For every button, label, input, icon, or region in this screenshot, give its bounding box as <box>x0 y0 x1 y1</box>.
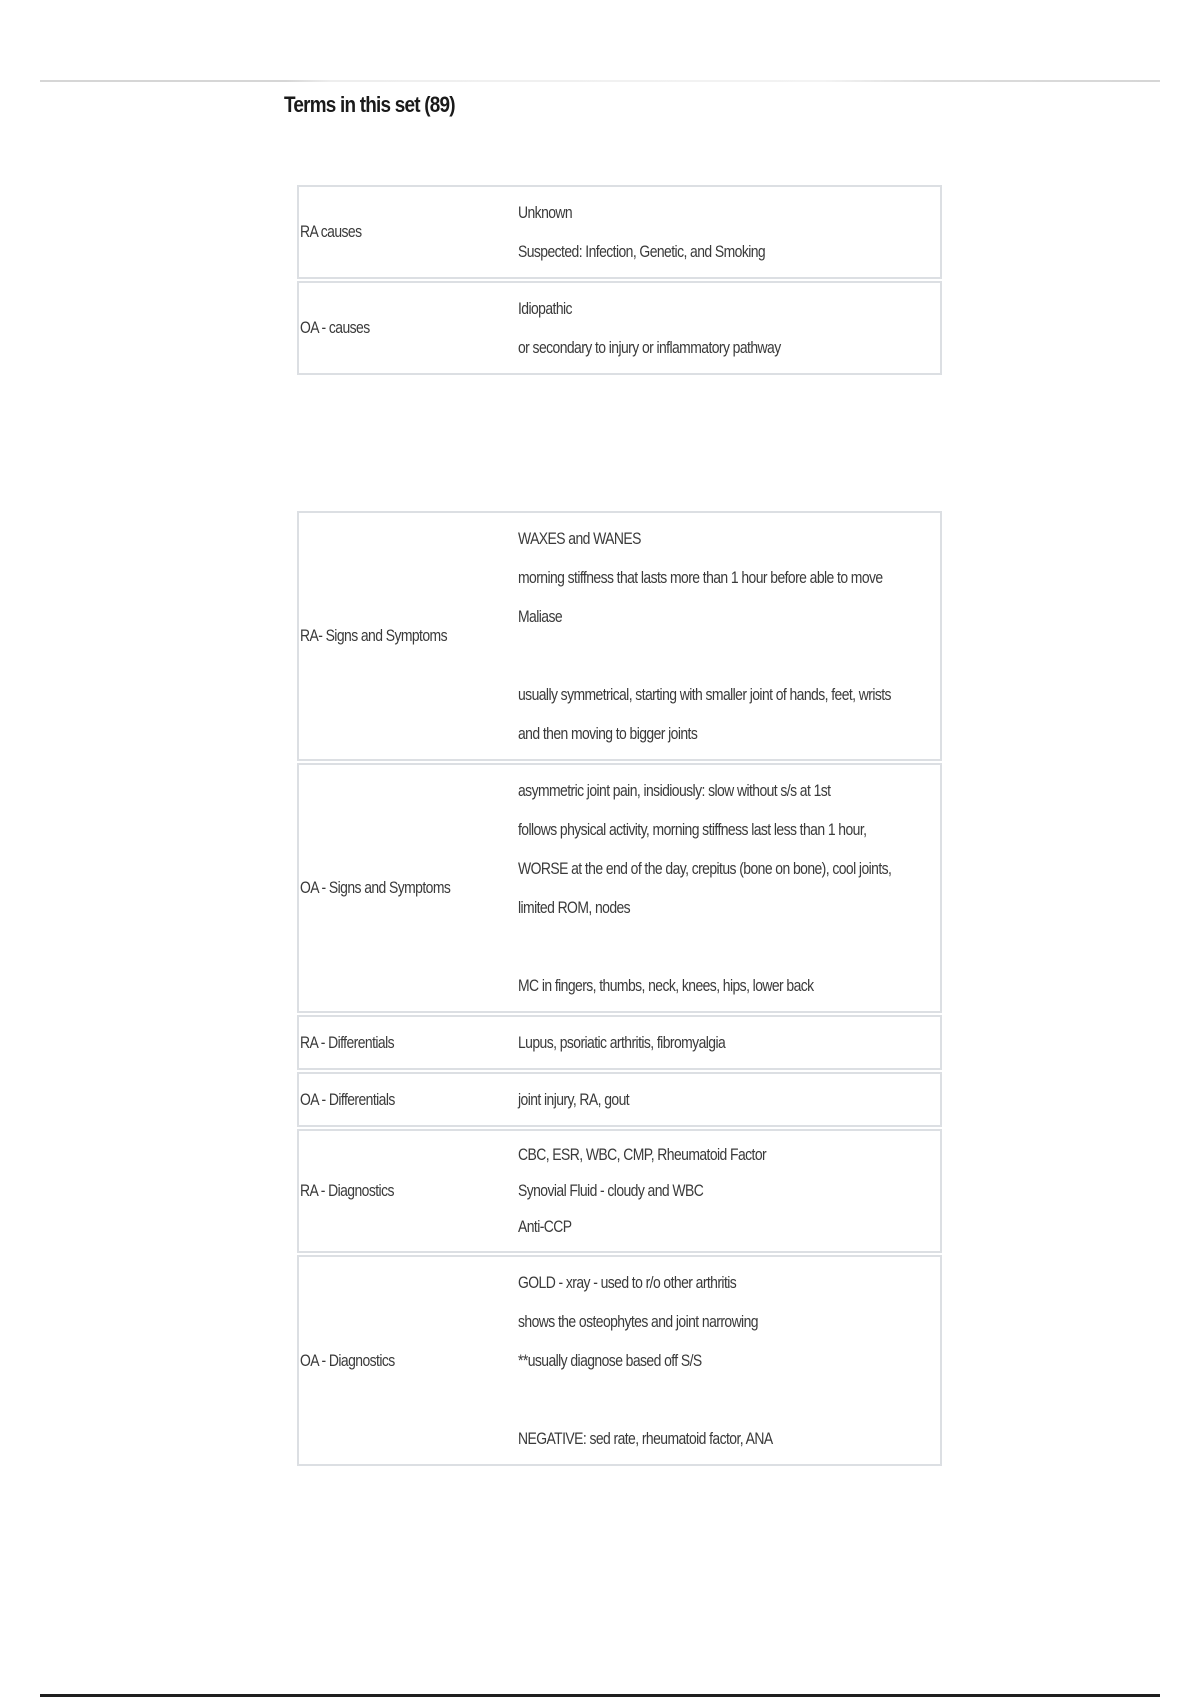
term-cell <box>299 1074 518 1125</box>
term-cell <box>299 765 518 1011</box>
definition-line: WORSE at the end of the day, crepitus (bone on bone), cool joints, <box>518 859 892 878</box>
definition-line: joint injury, RA, gout <box>518 1090 630 1109</box>
definition-line: Synovial Fluid - cloudy and WBC <box>518 1181 704 1200</box>
definition-line: GOLD - xray - used to r/o other arthritis <box>518 1273 737 1292</box>
definition-line: Suspected: Infection, Genetic, and Smoking <box>518 242 766 261</box>
definition-line: or secondary to injury or inflammatory pathway <box>518 338 781 357</box>
definition-cell <box>518 513 983 759</box>
definition-line: CBC, ESR, WBC, CMP, Rheumatoid Factor <box>518 1145 767 1164</box>
definition-line: **usually diagnose based off S/S <box>518 1351 702 1370</box>
term-card[interactable] <box>297 763 942 1013</box>
definition-line: shows the osteophytes and joint narrowing <box>518 1312 758 1331</box>
term-text: RA - Diagnostics <box>300 1181 394 1200</box>
card-group <box>297 185 942 377</box>
term-card[interactable] <box>297 1015 942 1070</box>
definition-cell <box>518 1074 940 1125</box>
definition-cell <box>518 765 983 1011</box>
definition-line <box>518 927 891 966</box>
definition-cell <box>518 1017 940 1068</box>
definition-line: and then moving to bigger joints <box>518 724 698 743</box>
set-heading: Terms in this set (89) <box>284 92 455 117</box>
definition-line <box>518 1380 856 1419</box>
term-text: OA - causes <box>300 318 370 337</box>
definition-line: NEGATIVE: sed rate, rheumatoid factor, ANA <box>518 1429 773 1448</box>
term-cell <box>299 187 518 277</box>
term-text: OA - Differentials <box>300 1089 395 1109</box>
term-text: RA - Differentials <box>300 1032 395 1052</box>
term-cell <box>299 1017 518 1068</box>
term-text: RA causes <box>300 222 362 241</box>
term-cell <box>299 1257 518 1464</box>
definition-line: Maliase <box>518 607 563 626</box>
term-cell <box>299 283 518 373</box>
definition-cell <box>518 187 940 277</box>
definition-line: morning stiffness that lasts more than 1 hour before able to move <box>518 568 883 587</box>
term-text: OA - Diagnostics <box>300 1350 395 1370</box>
bottom-divider <box>40 1694 1160 1697</box>
definition-cell <box>518 1257 940 1464</box>
definition-cell <box>518 283 940 373</box>
term-text: OA - Signs and Symptoms <box>300 878 451 897</box>
term-card[interactable] <box>297 1072 942 1127</box>
definition-line: usually symmetrical, starting with smaller joint of hands, feet, wrists <box>518 685 891 704</box>
term-cell <box>299 513 518 759</box>
term-text: RA- Signs and Symptoms <box>300 626 447 645</box>
term-card[interactable] <box>297 511 942 761</box>
term-card[interactable] <box>297 185 942 279</box>
definition-line: follows physical activity, morning stiffness last less than 1 hour, <box>518 820 867 839</box>
definition-line: limited ROM, nodes <box>518 898 631 917</box>
definition-line: Unknown <box>518 203 573 222</box>
definition-line <box>518 636 891 675</box>
definition-cell <box>518 1131 940 1251</box>
term-card[interactable] <box>297 1255 942 1466</box>
term-card[interactable] <box>297 281 942 375</box>
definition-line: Anti-CCP <box>518 1217 572 1236</box>
definition-line: asymmetric joint pain, insidiously: slow without s/s at 1st <box>518 781 831 800</box>
definition-line: WAXES and WANES <box>518 529 641 548</box>
definition-line: Lupus, psoriatic arthritis, fibromyalgia <box>518 1033 726 1052</box>
definition-line: MC in fingers, thumbs, neck, knees, hips, lower back <box>518 976 814 995</box>
term-cell <box>299 1131 518 1251</box>
term-card[interactable] <box>297 1129 942 1253</box>
definition-line: Idiopathic <box>518 299 572 318</box>
top-divider <box>40 80 1160 82</box>
card-group <box>297 511 942 1468</box>
